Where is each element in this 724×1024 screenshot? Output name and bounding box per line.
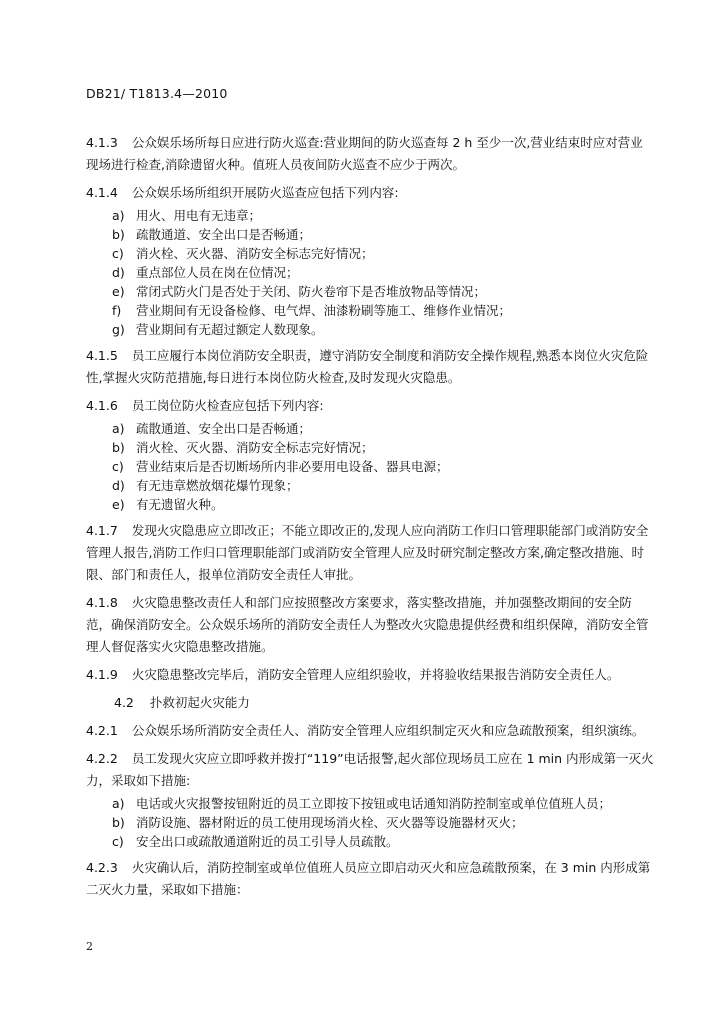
list-item-text: 用火、用电有无违章； [136,208,262,223]
list-item-text: 消火栓、灭火器、消防安全标志完好情况； [136,440,374,455]
list-marker: d) [112,478,125,493]
list-item [86,282,654,301]
clause-4-1-5 [86,345,654,389]
clause-number: 4.1.4 [86,185,118,200]
clause-number: 4.1.9 [86,667,118,682]
list-item [86,438,654,457]
clause-4-1-3 [86,132,654,176]
list-item [86,225,654,244]
page-number: 2 [86,940,93,953]
clause-text: 公众娱乐场所每日应进行防火巡查:营业期间的防火巡查每 2 h 至少一次,营业结束时应对营业现场进行检查,消除遗留火种。值班人员夜间防火巡查不应少于两次。 [86,135,643,172]
clause-text: 火灾隐患整改责任人和部门应按照整改方案要求，落实整改措施，并加强整改期间的安全防范，确保消防安全。公众娱乐场所的消防安全责任人为整改火灾隐患提供经费和组织保障，消防安全管理人督促落实火灾隐患整改措施。 [86,595,649,654]
clause-4-1-9 [86,664,654,686]
list-marker: b) [112,815,125,830]
clause-number: 4.2.1 [86,723,118,738]
list-item [86,476,654,495]
list-item-text: 营业期间有无设备检修、电气焊、油漆粉刷等施工、维修作业情况； [136,303,512,318]
section-heading-4-2 [114,692,654,714]
clause-text: 火灾确认后，消防控制室或单位值班人员应立即启动灭火和应急疏散预案，在 3 min 内形成第二灭火力量，采取如下措施： [86,860,651,897]
list-item-text: 安全出口或疏散通道附近的员工引导人员疏散。 [136,834,399,849]
list-item-text: 疏散通道、安全出口是否畅通； [136,421,312,436]
clause-text: 发现火灾隐患应立即改正；不能立即改正的,发现人应向消防工作归口管理职能部门或消防安全管理人报告,消防工作归口管理职能部门或消防安全管理人应及时研究制定整改方案,确定整改措施、时限、部门和责任人，报单位消防安全责任人审批。 [86,523,649,582]
list-item-text: 电话或火灾报警按钮附近的员工立即按下按钮或电话通知消防控制室或单位值班人员； [136,796,612,811]
list-item [86,457,654,476]
clause-4-1-7 [86,520,654,586]
clause-text: 员工发现火灾应立即呼救并拨打“119”电话报警,起火部位现场员工应在 1 min 内形成第一灭火力，采取如下措施: [86,751,654,788]
clause-4-1-6 [86,395,654,417]
document-header: DB21/ T1813.4—2010 [86,86,228,101]
list-item [86,301,654,320]
list-item [86,419,654,438]
list-marker: b) [112,440,125,455]
section-title: 扑救初起火灾能力 [149,695,250,710]
list-item [86,320,654,339]
list-marker: c) [112,459,124,474]
clause-text: 公众娱乐场所组织开展防火巡查应包括下列内容: [131,185,399,200]
list-marker: e) [112,497,125,512]
clause-4-1-4 [86,182,654,204]
list-marker: c) [112,834,124,849]
clause-4-2-3 [86,857,654,901]
list-marker: f) [112,303,122,318]
list-item-text: 重点部位人员在岗在位情况； [136,265,299,280]
clause-4-1-8 [86,592,654,658]
section-number: 4.2 [114,695,134,710]
list-item-text: 疏散通道、安全出口是否畅通； [136,227,312,242]
clause-number: 4.1.6 [86,398,118,413]
list-item [86,794,654,813]
list-marker: d) [112,265,125,280]
list-item [86,206,654,225]
clause-number: 4.2.3 [86,860,118,875]
list-item-text: 营业期间有无超过额定人数现象。 [136,322,324,337]
list-marker: b) [112,227,125,242]
list-marker: a) [112,208,125,223]
list-item-text: 有无遗留火种。 [136,497,224,512]
list-marker: a) [112,796,125,811]
clause-number: 4.1.8 [86,595,118,610]
list-item [86,832,654,851]
list-marker: a) [112,421,125,436]
list-item-text: 营业结束后是否切断场所内非必要用电设备、器具电源； [136,459,449,474]
list-item [86,813,654,832]
clause-text: 火灾隐患整改完毕后，消防安全管理人应组织验收，并将验收结果报告消防安全责任人。 [131,667,620,682]
list-item-text: 常闭式防火门是否处于关闭、防火卷帘下是否堆放物品等情况； [136,284,487,299]
list-item [86,244,654,263]
list-item [86,495,654,514]
list-marker: g) [112,322,125,337]
list-4-2-2 [86,794,654,851]
list-item [86,263,654,282]
clause-number: 4.1.7 [86,523,118,538]
list-item-text: 消火栓、灭火器、消防安全标志完好情况； [136,246,374,261]
clause-text: 公众娱乐场所消防安全责任人、消防安全管理人应组织制定灭火和应急疏散预案，组织演练。 [131,723,645,738]
clause-number: 4.1.5 [86,348,118,363]
clause-4-2-1 [86,720,654,742]
list-4-1-6 [86,419,654,514]
clause-number: 4.2.2 [86,751,118,766]
list-item-text: 消防设施、器材附近的员工使用现场消火栓、灭火器等设施器材灭火； [136,815,524,830]
list-4-1-4 [86,206,654,339]
list-marker: c) [112,246,124,261]
document-body [86,132,654,907]
clause-number: 4.1.3 [86,135,118,150]
clause-4-2-2 [86,748,654,792]
clause-text: 员工岗位防火检查应包括下列内容: [131,398,324,413]
list-marker: e) [112,284,125,299]
clause-text: 员工应履行本岗位消防安全职责，遵守消防安全制度和消防安全操作规程,熟悉本岗位火灾危险性,掌握火灾防范措施,每日进行本岗位防火检查,及时发现火灾隐患。 [86,348,649,385]
list-item-text: 有无违章燃放烟花爆竹现象； [136,478,299,493]
